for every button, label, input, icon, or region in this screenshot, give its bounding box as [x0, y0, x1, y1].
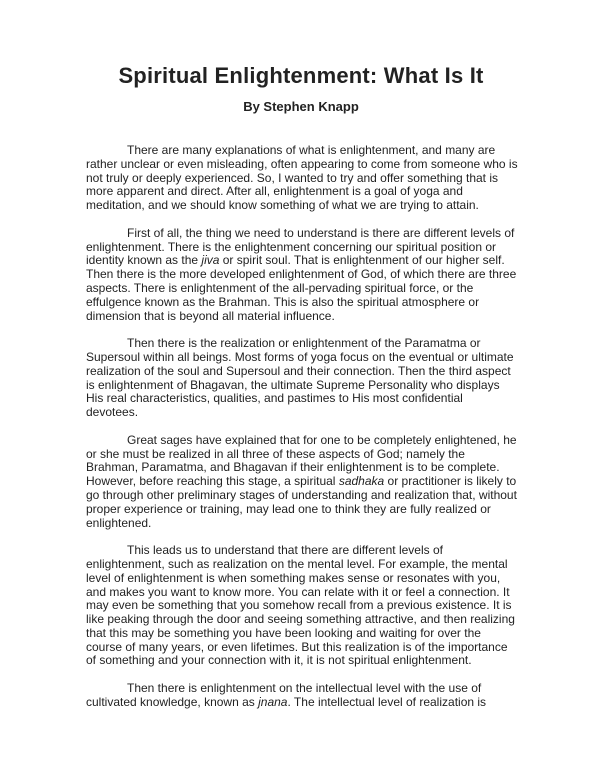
document-body — [86, 144, 516, 710]
paragraph-2: First of all, the thing we need to understand is there are different levels of enlightenment. There is the enlightenment concerning our spiritual position or identity known as the jiva or spirit soul. That is enlightenment of our higher self. Then there is the more developed enlightenment of God, of which there are three aspects. There is enlightenment of the all-pervading spiritual force, or the effulgence known as the Brahman. This is also the spiritual atmosphere or dimension that is beyond all material influence. — [86, 225, 517, 323]
paragraph-1: There are many explanations of what is enlightenment, and many are rather unclear or even misleading, often appearing to come from someone who is not truly or deeply experienced. So, I wanted to try and offer something that is more apparent and direct. After all, enlightenment is a goal of yoga and meditation, and we should know something of what we are trying to attain. — [86, 143, 518, 213]
italic-term: sadhaka — [338, 474, 385, 489]
paragraph-4: Great sages have explained that for one to be completely enlightened, he or she must be realized in all three of these aspects of God; namely the Brahman, Paramatma, and Bhagavan if their enlightenment is to be complete. However, before reaching this stage, a spiritual sadhaka or practitioner is likely to go through other preliminary stages of understanding and realization that, without proper experience or training, may lead one to think they are fully realized or enlightened. — [86, 432, 517, 530]
page-title: Spiritual Enlightenment: What Is It — [118, 63, 484, 88]
document-byline: By Stephen Knapp — [243, 99, 359, 114]
italic-term: jiva — [201, 253, 220, 268]
italic-term: jnana — [258, 694, 288, 709]
paragraph-6: Then there is enlightenment on the intellectual level with the use of cultivated knowledge, known as jnana. The intellectual level of realization is — [86, 681, 487, 709]
paragraph-5: This leads us to understand that there are different levels of enlightenment, such as realization on the mental level. For example, the mental level of enlightenment is when something makes sense or resonates with you, and makes you want to know more. You can relate with it or feel a connection. It may even be something that you somehow recall from a previous existence. It is like peaking through the door and seeing something attractive, and then realizing that this may be something you have been looking and waiting for over the course of many years, or even lifetimes. But this realization is of the importance of something and your connection with it, it is not spiritual enlightenment. — [86, 543, 515, 668]
paragraph-3: Then there is the realization or enlightenment of the Paramatma or Supersoul within all beings. Most forms of yoga focus on the eventual or ultimate realization of the soul and Supersoul and their connection. Then the third aspect is enlightenment of Bhagavan, the ultimate Supreme Personality who displays His real characteristics, qualities, and pastimes to His most confidential devotees. — [86, 336, 514, 420]
